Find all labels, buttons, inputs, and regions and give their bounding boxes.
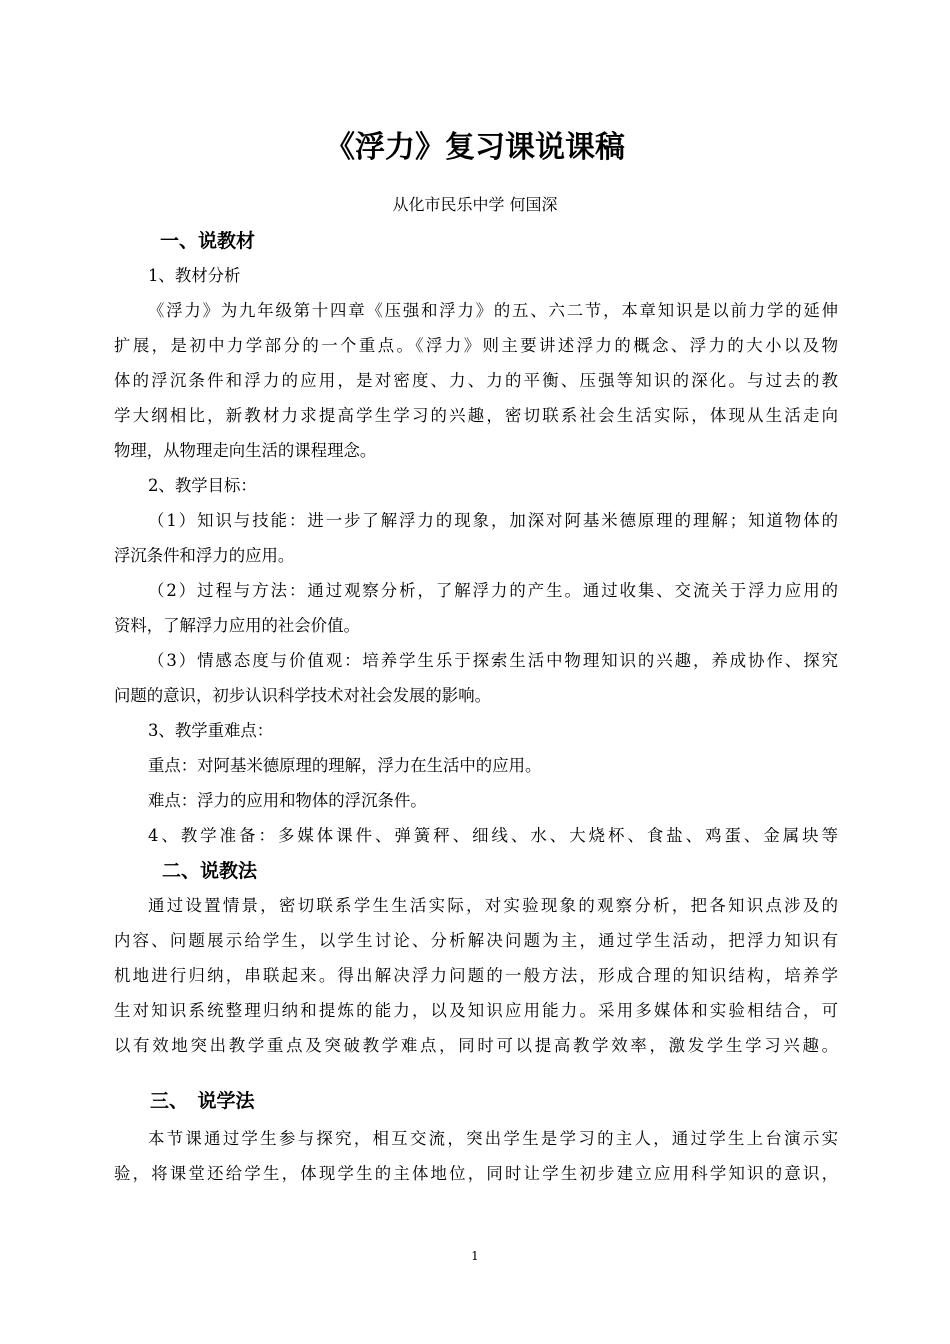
paragraph-line: 内容、问题展示给学生，以学生讨论、分析解决问题为主，通过学生活动，把浮力知识有 — [114, 931, 838, 950]
goal-line: （1）知识与技能：进一步了解浮力的现象，加深对阿基米德原理的理解；知道物体的 — [148, 511, 838, 530]
goal-line: 浮沉条件和浮力的应用。 — [114, 546, 295, 565]
paragraph-line: 通过设置情景，密切联系学生生活实际，对实验现象的观察分析，把各知识点涉及的 — [148, 896, 838, 915]
goal-line: （3）情感态度与价值观：培养学生乐于探索生活中物理知识的兴趣，养成协作、探究 — [148, 651, 838, 670]
section-heading-textbook: 一、说教材 — [160, 230, 256, 252]
subheading-textbook-analysis: 1、教材分析 — [148, 266, 241, 285]
page-number: 1 — [471, 1249, 479, 1263]
goal-line: 资料，了解浮力应用的社会价值。 — [114, 616, 360, 635]
paragraph-line: 机地进行归纳，串联起来。得出解决浮力问题的一般方法，形成合理的知识结构，培养学 — [114, 966, 838, 985]
goal-line: （2）过程与方法：通过观察分析，了解浮力的产生。通过收集、交流关于浮力应用的 — [148, 581, 838, 600]
teaching-prep: 4、教学准备：多媒体课件、弹簧秤、细线、水、大烧杯、食盐、鸡蛋、金属块等 — [148, 826, 838, 845]
paragraph-line: 本节课通过学生参与探究，相互交流，突出学生是学习的主人，通过学生上台演示实 — [148, 1129, 838, 1148]
document-title: 《浮力》复习课说课稿 — [325, 130, 625, 165]
paragraph-line: 物理，从物理走向生活的课程理念。 — [114, 441, 377, 460]
paragraph-line: 生对知识系统整理归纳和提炼的能力，以及知识应用能力。采用多媒体和实验相结合，可 — [114, 1001, 838, 1020]
paragraph-line: 《浮力》为九年级第十四章《压强和浮力》的五、六二节，本章知识是以前力学的延伸 — [148, 301, 838, 320]
paragraph-line: 扩展，是初中力学部分的一个重点。《浮力》则主要讲述浮力的概念、浮力的大小以及物 — [114, 336, 838, 355]
section-heading-learning-method: 三、 说学法 — [150, 1090, 255, 1112]
subheading-teaching-goals: 2、教学目标： — [148, 476, 257, 495]
paragraph-line: 验，将课堂还给学生，体现学生的主体地位，同时让学生初步建立应用科学知识的意识， — [114, 1164, 838, 1183]
key-point: 重点：对阿基米德原理的理解，浮力在生活中的应用。 — [148, 756, 542, 775]
paragraph-line: 以有效地突出教学重点及突破教学难点，同时可以提高教学效率，激发学生学习兴趣。 — [114, 1036, 838, 1055]
section-heading-teaching-method: 二、说教法 — [162, 860, 258, 882]
difficult-point: 难点：浮力的应用和物体的浮沉条件。 — [148, 791, 427, 810]
subheading-key-difficult: 3、教学重难点： — [148, 721, 274, 740]
goal-line: 问题的意识，初步认识科学技术对社会发展的影响。 — [114, 686, 491, 705]
author-line: 从化市民乐中学 何国深 — [392, 195, 558, 214]
paragraph-line: 学大纲相比，新教材力求提高学生学习的兴趣，密切联系社会生活实际，体现从生活走向 — [114, 406, 838, 425]
paragraph-line: 体的浮沉条件和浮力的应用，是对密度、力、力的平衡、压强等知识的深化。与过去的教 — [114, 371, 838, 390]
